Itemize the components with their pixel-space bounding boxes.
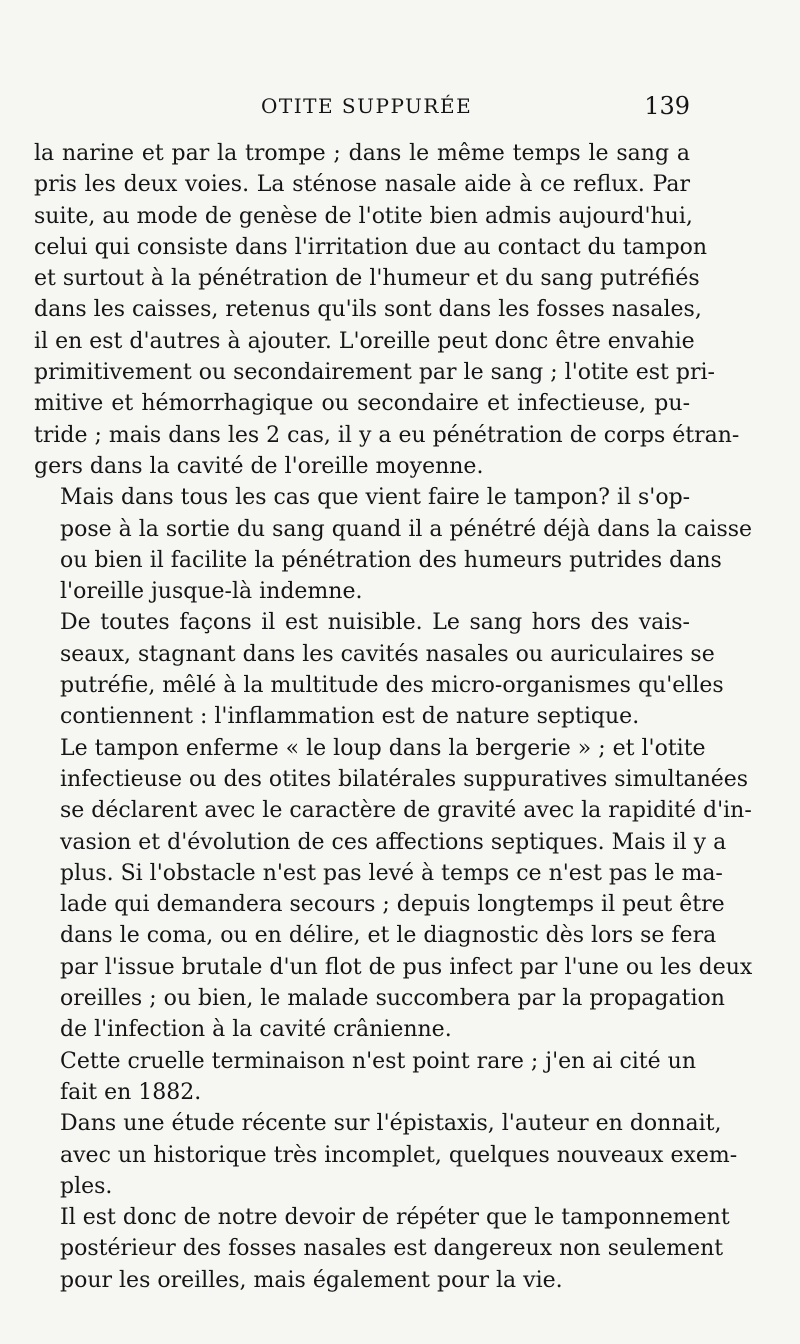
- text-line: pose à la sortie du sang quand il a pénétré déjà dans la caisse: [60, 516, 753, 542]
- text-line: dans les caisses, retenus qu'ils sont dans les fosses nasales,: [34, 297, 702, 323]
- text-line: Il est donc de notre devoir de répéter que le tamponnement: [60, 1205, 730, 1231]
- text-line: putréfie, mêlé à la multitude des micro-organismes qu'elles: [60, 673, 724, 699]
- page-number: 139: [644, 92, 690, 120]
- text-line: tride ; mais dans les 2 cas, il y a eu pénétration de corps étran-: [34, 422, 740, 448]
- text-line: la narine et par la trompe ; dans le même temps le sang a: [34, 141, 690, 166]
- text-line: pour les oreilles, mais également pour la vie.: [60, 1267, 563, 1293]
- text-line: infectieuse ou des otites bilatérales suppuratives simultanées: [60, 766, 749, 792]
- text-line: primitivement ou secondairement par le sang ; l'otite est pri-: [34, 360, 715, 386]
- text-line: il en est d'autres à ajouter. L'oreille peut donc être envahie: [34, 328, 695, 354]
- text-line: avec un historique très incomplet, quelques nouveaux exem-: [60, 1142, 738, 1168]
- paragraph: [34, 482, 753, 607]
- text-line: Dans une étude récente sur l'épistaxis, l'auteur en donnait,: [60, 1111, 722, 1137]
- text-line: contiennent : l'inflammation est de nature septique.: [60, 704, 640, 730]
- text-line: plus. Si l'obstacle n'est pas levé à temps ce n'est pas le ma-: [60, 860, 723, 886]
- text-line: l'oreille jusque-là indemne.: [60, 579, 363, 605]
- text-line: ples.: [60, 1173, 113, 1199]
- body-text: [34, 138, 753, 1296]
- text-line: mitive et hémorrhagique ou secondaire et infectieuse, pu-: [34, 391, 690, 417]
- text-line: se déclarent avec le caractère de gravité avec la rapidité d'in-: [60, 798, 752, 824]
- text-line: Mais dans tous les cas que vient faire le tampon? il s'op-: [60, 485, 691, 511]
- paragraph: [34, 1202, 730, 1296]
- paragraph: [34, 138, 740, 482]
- text-line: vasion et d'évolution de ces affections septiques. Mais il y a: [60, 829, 727, 855]
- text-line: ou bien il facilite la pénétration des humeurs putrides dans: [60, 547, 722, 573]
- text-line: suite, au mode de genèse de l'otite bien admis aujourd'hui,: [34, 203, 693, 229]
- text-line: gers dans la cavité de l'oreille moyenne.: [34, 453, 484, 479]
- paragraph: [34, 1108, 738, 1202]
- text-line: oreilles ; ou bien, le malade succombera par la propagation: [60, 986, 725, 1012]
- text-line: de l'infection à la cavité crânienne.: [60, 1017, 452, 1043]
- text-line: De toutes façons il est nuisible. Le sang hors des vais-: [60, 610, 690, 636]
- text-line: Le tampon enferme « le loup dans la bergerie » ; et l'otite: [60, 735, 706, 761]
- text-line: et surtout à la pénétration de l'humeur et du sang putréfiés: [34, 266, 700, 292]
- text-line: seaux, stagnant dans les cavités nasales ou auriculaires se: [60, 641, 715, 667]
- paragraph: [34, 1046, 696, 1109]
- text-line: par l'issue brutale d'un flot de pus infect par l'une ou les deux: [60, 954, 753, 980]
- text-line: postérieur des fosses nasales est dangereux non seulement: [60, 1236, 724, 1262]
- page-header: [34, 92, 690, 122]
- text-line: dans le coma, ou en délire, et le diagnostic dès lors se fera: [60, 923, 717, 949]
- text-line: celui qui consiste dans l'irritation due au contact du tampon: [34, 234, 708, 260]
- text-line: fait en 1882.: [60, 1079, 202, 1105]
- paragraph: [34, 733, 753, 1046]
- running-title: OTITE SUPPURÉE: [261, 94, 473, 118]
- text-line: Cette cruelle terminaison n'est point rare ; j'en ai cité un: [60, 1048, 696, 1074]
- text-line: pris les deux voies. La sténose nasale aide à ce reflux. Par: [34, 172, 690, 198]
- paragraph: [34, 607, 724, 732]
- text-line: lade qui demandera secours ; depuis longtemps il peut être: [60, 892, 725, 918]
